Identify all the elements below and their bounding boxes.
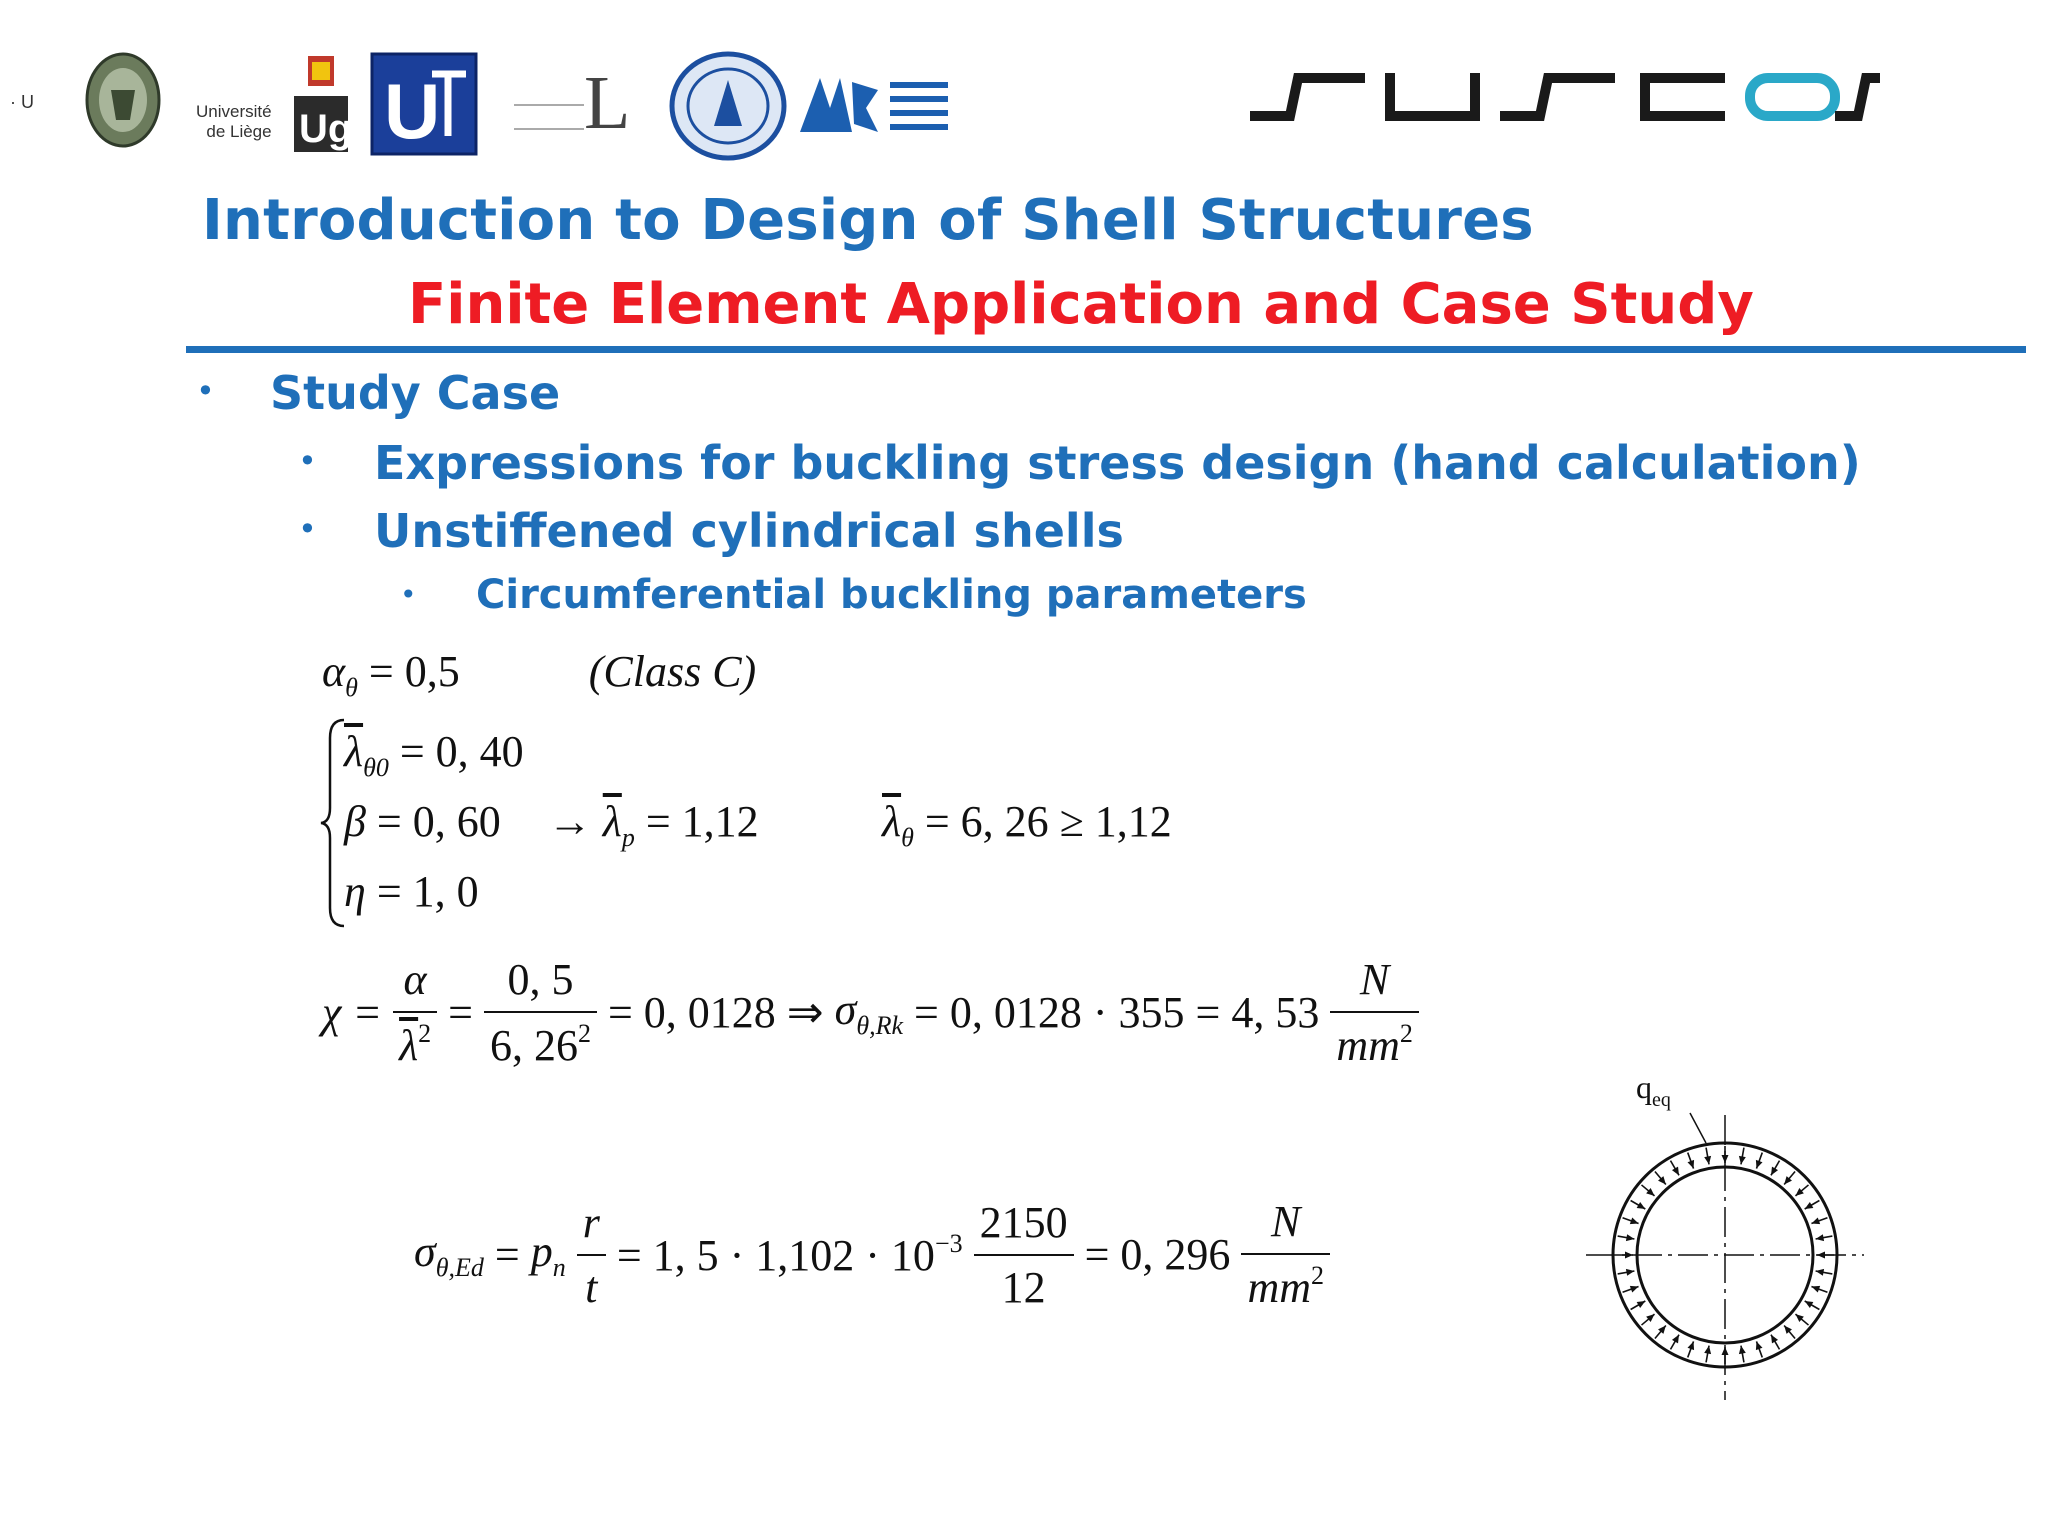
- ut-logo: [370, 52, 478, 156]
- liege-ulg-emblem: [290, 52, 352, 158]
- eq-sigma-ed-lhs: $\sigma_{\theta,Ed}$: [414, 1227, 484, 1282]
- eq-chi-frac2-den: 6, $26^2$: [484, 1011, 597, 1071]
- eq-chi-frac2-num: 0, 5: [507, 955, 574, 1004]
- eq-lambda-theta-symbol: $\overline{\lambda}$: [882, 797, 902, 846]
- eq-12: 12: [974, 1254, 1074, 1313]
- eq-lambda-p-symbol: $\overline{\lambda}$: [602, 797, 622, 846]
- eq-sigma-ed-eq: =: [494, 1230, 520, 1279]
- svg-text:Ug: Ug: [299, 107, 352, 151]
- naples-seal-logo: [668, 50, 788, 162]
- eq-eta: [344, 866, 479, 917]
- eq-r-over-t: [577, 1197, 606, 1313]
- eq-lambda-p-sub: p: [621, 823, 635, 852]
- pressure-arrow-head: [1630, 1286, 1639, 1293]
- eq-alpha-value: = 0,5: [368, 647, 460, 696]
- eq-chi-frac1-num: α: [403, 955, 427, 1004]
- pressure-arrow-head: [1756, 1160, 1763, 1169]
- eq-chi-rhs: = 0, 0128 · 355 = 4, 53: [914, 988, 1320, 1037]
- title-divider: [186, 346, 2026, 353]
- pressure-arrow-head: [1626, 1269, 1634, 1276]
- university-seal-logo: [84, 50, 162, 150]
- slide-title: Introduction to Design of Shell Structures: [202, 188, 1534, 253]
- pressure-arrow-head: [1626, 1234, 1634, 1241]
- eq-beta-value: = 0, 60: [376, 797, 501, 846]
- eq-chi-unit-num: N: [1359, 955, 1390, 1004]
- eq-lambda-theta: [882, 796, 1172, 853]
- eq-sigma-ed-mid: = 1, $5 \cdot 1,102 \cdot 10^{-3}$: [616, 1228, 963, 1280]
- eq-sigma-ed-unit: [1241, 1196, 1330, 1313]
- lisbon-logo: [514, 60, 644, 150]
- eq-chi-unit: [1330, 954, 1419, 1071]
- bullet-study-case: Study Case: [270, 366, 561, 420]
- suscos-logo: [1250, 68, 1880, 128]
- eq-chi-frac1-den: $\overline{\lambda}^2$: [393, 1011, 437, 1071]
- pressure-arrow-head: [1817, 1252, 1825, 1259]
- eq-chi-eq: =: [448, 988, 473, 1037]
- bullet-expressions: Expressions for buckling stress design (hand calculation): [374, 436, 1861, 490]
- bullet-circumferential: Circumferential buckling parameters: [476, 572, 1307, 618]
- eq-sigma-ed-unit-den: $mm^2$: [1241, 1253, 1330, 1313]
- pressure-arrow-head: [1688, 1160, 1695, 1169]
- pressure-arrow-head: [1816, 1269, 1824, 1276]
- slide-subtitle: Finite Element Application and Case Study: [408, 272, 1754, 337]
- eq-lambda-p-value: = 1,12: [645, 797, 759, 846]
- label-leader: [1690, 1113, 1706, 1143]
- pressure-arrow-head: [1630, 1218, 1639, 1225]
- partner-logos: [0, 40, 1000, 170]
- ctu-prague-logo: [796, 62, 956, 154]
- eq-alpha-sub: θ: [345, 673, 358, 702]
- eq-lambda0: [344, 726, 524, 783]
- pressure-arrow-head: [1722, 1155, 1729, 1163]
- eq-sigma-ed-rhs: = 0, 296: [1084, 1230, 1231, 1279]
- eq-chi-lhs: χ =: [322, 988, 383, 1037]
- pressure-arrow-head: [1816, 1234, 1824, 1241]
- bullet-marker-1: •: [196, 372, 215, 410]
- pressure-arrow-head: [1739, 1156, 1746, 1164]
- svg-text:U: U: [384, 67, 441, 155]
- pressure-arrow-head: [1625, 1252, 1633, 1259]
- bullet-unstiffened: Unstiffened cylindrical shells: [374, 504, 1124, 558]
- eq-chi-mid: = 0, 0128 ⇒: [607, 988, 824, 1037]
- eq-sigma-rk: $\sigma_{\theta,Rk}$: [834, 985, 904, 1040]
- pressure-arrow-head: [1704, 1346, 1711, 1354]
- eq-sigma-ed-unit-num: N: [1271, 1197, 1301, 1246]
- eq-chi-unit-den: $mm^2$: [1330, 1011, 1419, 1071]
- eq-lambda0-symbol: $\overline{\lambda}$: [344, 727, 364, 776]
- eq-alpha: [322, 646, 756, 703]
- lisbon-letter: L: [584, 61, 631, 145]
- eq-alpha-symbol: α: [322, 647, 346, 696]
- eq-lambda0-value: = 0, 40: [399, 727, 524, 776]
- eq-eta-value: = 1, 0: [376, 867, 479, 916]
- pressure-arrow-head: [1739, 1346, 1746, 1354]
- pressure-ring-diagram: [1580, 1065, 1870, 1400]
- bullet-marker-4: •: [400, 578, 417, 611]
- eq-chi: [322, 954, 1419, 1071]
- pressure-arrow-head: [1722, 1347, 1729, 1355]
- eq-chi-frac2: [484, 954, 597, 1071]
- pressure-arrow-head: [1688, 1341, 1695, 1350]
- eq-eta-symbol: η: [344, 867, 366, 916]
- pressure-arrow-head: [1811, 1286, 1820, 1293]
- bullet-marker-2: •: [298, 442, 317, 480]
- liege-line2: de Liège: [206, 122, 272, 141]
- eq-pn: $p_n$: [530, 1227, 566, 1282]
- eq-2150: 2150: [979, 1197, 1068, 1247]
- pressure-arrow-head: [1704, 1156, 1711, 1164]
- eq-t: t: [577, 1254, 606, 1313]
- liege-logo-text: [196, 102, 272, 142]
- diagram-label: $q_{eq}$: [1636, 1069, 1671, 1111]
- lisbon-tagline: [514, 104, 584, 130]
- pressure-arrow-head: [1756, 1341, 1763, 1350]
- eq-2150-over-12: [974, 1197, 1074, 1313]
- eq-chi-frac1: [393, 954, 437, 1071]
- bullet-marker-3: •: [298, 510, 317, 548]
- eq-lambda0-sub: θ0: [363, 753, 389, 782]
- eq-beta: [344, 796, 759, 853]
- eq-r: r: [582, 1197, 600, 1247]
- eq-lambda-theta-sub: θ: [901, 823, 914, 852]
- eq-beta-symbol: β: [344, 797, 366, 846]
- eq-sigma-ed: [414, 1196, 1330, 1313]
- eq-alpha-note: (Class C): [588, 647, 757, 696]
- logo-fragment-left: · U: [10, 92, 34, 112]
- pressure-arrow-head: [1811, 1218, 1820, 1225]
- ring-drawing: [1580, 1065, 1870, 1400]
- eq-lambda-theta-value: = 6, 26 ≥ 1,12: [924, 797, 1172, 846]
- liege-line1: Université: [196, 102, 272, 121]
- eq-beta-arrow: →: [547, 797, 592, 846]
